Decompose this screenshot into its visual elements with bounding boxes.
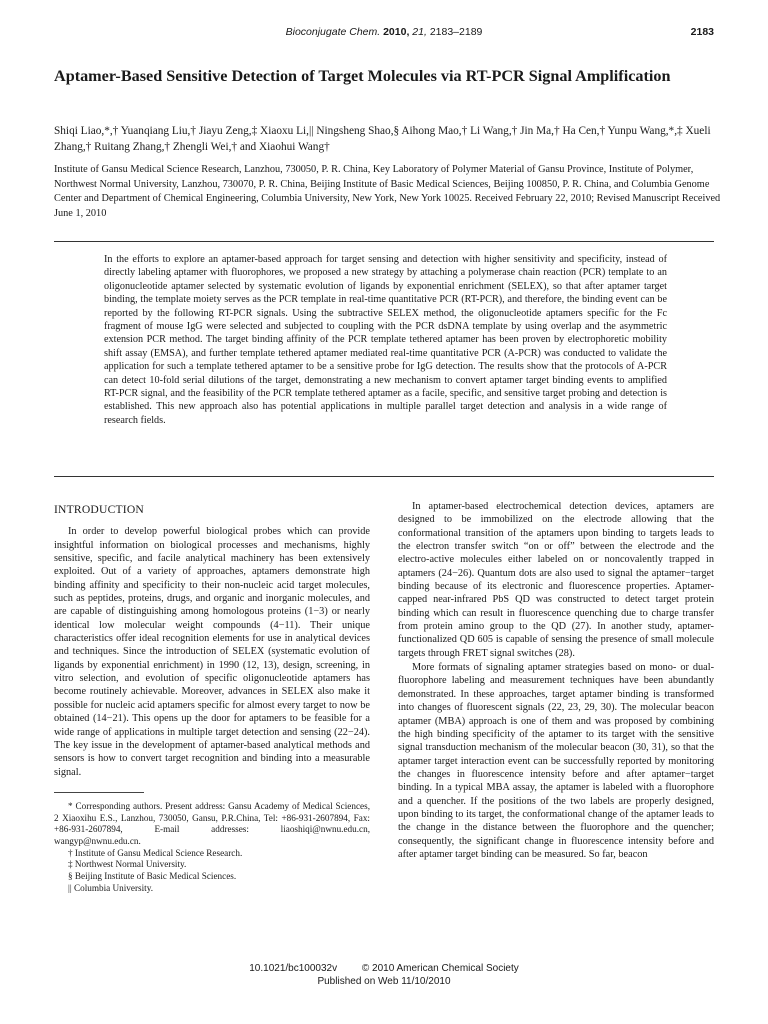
affiliations: Institute of Gansu Medical Science Research, Lanzhou, 730050, P. R. China, Key Laboratory of Polymer Material of Gansu Province, Institute of Polymer, Northwest Normal University, Lanzhou, 730070, P. R. China, Beijing Institute of Basic Medical Sciences, Beijing 100850, P. R. China, and Columbia Genome Center and Department of Chemical Engineering, Columbia University, New York, New York 10025. Received February 22, 2010; Revised Manuscript Received June 1, 2010	[54, 164, 721, 219]
footnote-affiliation: † Institute of Gansu Medical Science Research.	[68, 847, 243, 858]
footnote-affiliation: || Columbia University.	[68, 882, 153, 893]
journal-pages: 2183–2189	[429, 26, 483, 38]
journal-citation	[0, 26, 768, 38]
footnotes	[54, 801, 370, 895]
left-column	[54, 500, 370, 895]
abstract-bottom-rule	[54, 476, 714, 477]
footnote-affiliation: § Beijing Institute of Basic Medical Sciences.	[68, 871, 237, 882]
article-title: Aptamer-Based Sensitive Detection of Target Molecules via RT-PCR Signal Amplification	[54, 67, 671, 85]
journal-year: 2010,	[383, 26, 410, 38]
intro-paragraph: In order to develop powerful biological probes which can provide insightful information on biological processes and mechanisms, highly sensitive, specific, and facile analytical machinery has been extensively exploited. Out of a variety of approaches, aptamers demonstrate high binding affinity and specificity to their non-nucleic acid target molecules, such as peptides, proteins, drugs, and organic and inorganic molecules, and are capable of distinguishing among homologous proteins (1−3) or nearly identical low molecular weight compounds (4−11). Their unique characteristics offer ideal recognition elements for use in analytical devices and techniques. Since the introduction of SELEX (systematic evolution of ligands by exponential enrichment) in 1990 (12, 13), design, screening, in vitro selection, and evolution of specific oligonucleotide aptamers has become routinely achievable. Moreover, advances in SELEX also make it possible for nucleic acid aptamers specific for almost every target to now be obtained (14−21). This opens up the door for aptamers to be feasible for a wide range of applications in multiple target detection and sensing (22−24). The key issue in the development of aptamer-based analytical methods and sensors is how to convert target recognition and binding into a measurable signal.	[54, 526, 370, 778]
author-list: Shiqi Liao,*,† Yuanqiang Liu,† Jiayu Zeng,‡ Xiaoxu Li,|| Ningsheng Shao,§ Aihong Mao,† Li Wang,† Jin Ma,† Ha Cen,† Yunpu Wang,*,‡ Xueli Zhang,† Ruitang Zhang,† Zhengli Wei,† and Xiaohui Wang†	[54, 125, 711, 153]
abstract-top-rule	[54, 241, 714, 242]
journal-volume: 21,	[412, 26, 427, 38]
page-number: 2183	[690, 26, 714, 38]
body-paragraph: More formats of signaling aptamer strategies based on mono- or dual- fluorophore labeling and measurement techniques have been abundantly demonstrated. In these approaches, target aptamer binding is transformed into changes of fluorescent signals (22, 23, 29, 30). The molecular beacon aptamer (MBA) approach is one of them and was proposed by combining the high binding specificity of the aptamer to its target with the sensitive signal transduction mechanism of the molecular beacon (30, 31), so that the aptamer target interaction event can be successfully reported by monitoring the changes in fluorescence intensity before and after aptamer−target binding. In a typical MBA assay, the aptamer is labeled with a fluorophore and a quencher. If the positions of the two labels are properly designed, upon binding to its target, the conformational change of the aptamer leads to the change in the distance between the fluorophore and the quencher; consequently, the significant change in fluorescence intensity before and after aptamer target binding can be measured. So far, beacon	[398, 662, 714, 860]
journal-name: Bioconjugate Chem.	[285, 26, 381, 38]
footnote-rule	[54, 792, 144, 793]
page-footer	[0, 962, 768, 988]
section-heading: INTRODUCTION	[54, 503, 144, 516]
body-paragraph: In aptamer-based electrochemical detection devices, aptamers are designed to be immobilized on the electrode allowing that the conformational transition of the aptamers upon binding to targets leads to the electron transfer switch “on or off” between the electrode and the electro-active molecules either labeled on or noncovalently trapped in aptamers (24−26). Quantum dots are also used to signal the aptamer−target binding because of its electronic and fluorescence properties. Aptamer-capped near-infrared PbS QD was constructed to detect target protein binding which can result in fluorescence quenching due to charge transfer from protein amino group to the QD (27). In another study, aptamer-functionalized QD 605 is capable of sensing the presence of small molecule targets through FRET signal switches (28).	[398, 501, 714, 659]
abstract: In the efforts to explore an aptamer-based approach for target sensing and detection with higher sensitivity and specificity, instead of directly labeling aptamer with fluorophores, we proposed a new strategy by attaching a polymerase chain reaction (PCR) template to an oligonucleotide aptamer selected by systematic evolution of ligands by exponential enrichment (SELEX), so that after aptamer target binding, the template moiety serves as the PCR template in real-time quantitative PCR (RT-PCR), and therefore, the binding event can be reported by the following RT-PCR signals. Using the subtractive SELEX method, the oligonucleotide aptamers specific for the Fc fragment of mouse IgG were selected and subjected to coupling with the PCR dsDNA template by using overlap and the asymmetric extension PCR method. The target binding affinity of the PCR template tethered aptamer has been proven by electrophoretic mobility shift assay (EMSA), and further template tethered aptamer mediated real-time quantitative PCR (A-PCR) was conducted to validate the application for such a template tethered aptamer to be a sensitive probe for IgG detection. The results show that the protocols of A-PCR can detect 10-fold serial dilutions of the target, demonstrating a new mechanism to convert aptamer target binding events to amplified RT-PCR signal, and the feasibility of the PCR template tethered aptamer as a facile, specific, and sensitive target probing and detection is established. This new approach also has potential applications in multiple parallel target detection and analysis in a wide range of research fields.	[104, 254, 667, 426]
publication-date: Published on Web 11/10/2010	[317, 976, 451, 987]
doi-identifier: 10.1021/bc100032v	[249, 963, 338, 974]
right-column	[398, 500, 714, 862]
footnote-corresponding: * Corresponding authors. Present address: Gansu Academy of Medical Sciences, 2 Xiaoxihu E.S., Lanzhou, 730050, Gansu, P.R.China, Tel: +86-931-2607894, Fax: +86-931-2607894, E-mail addresses: liaoshiqi@nwnu.edu.cn, wangyp@nwnu.edu.cn.	[54, 800, 370, 846]
running-head	[0, 26, 768, 42]
footnote-affiliation: ‡ Northwest Normal University.	[68, 859, 187, 870]
copyright-notice: © 2010 American Chemical Society	[361, 963, 519, 974]
